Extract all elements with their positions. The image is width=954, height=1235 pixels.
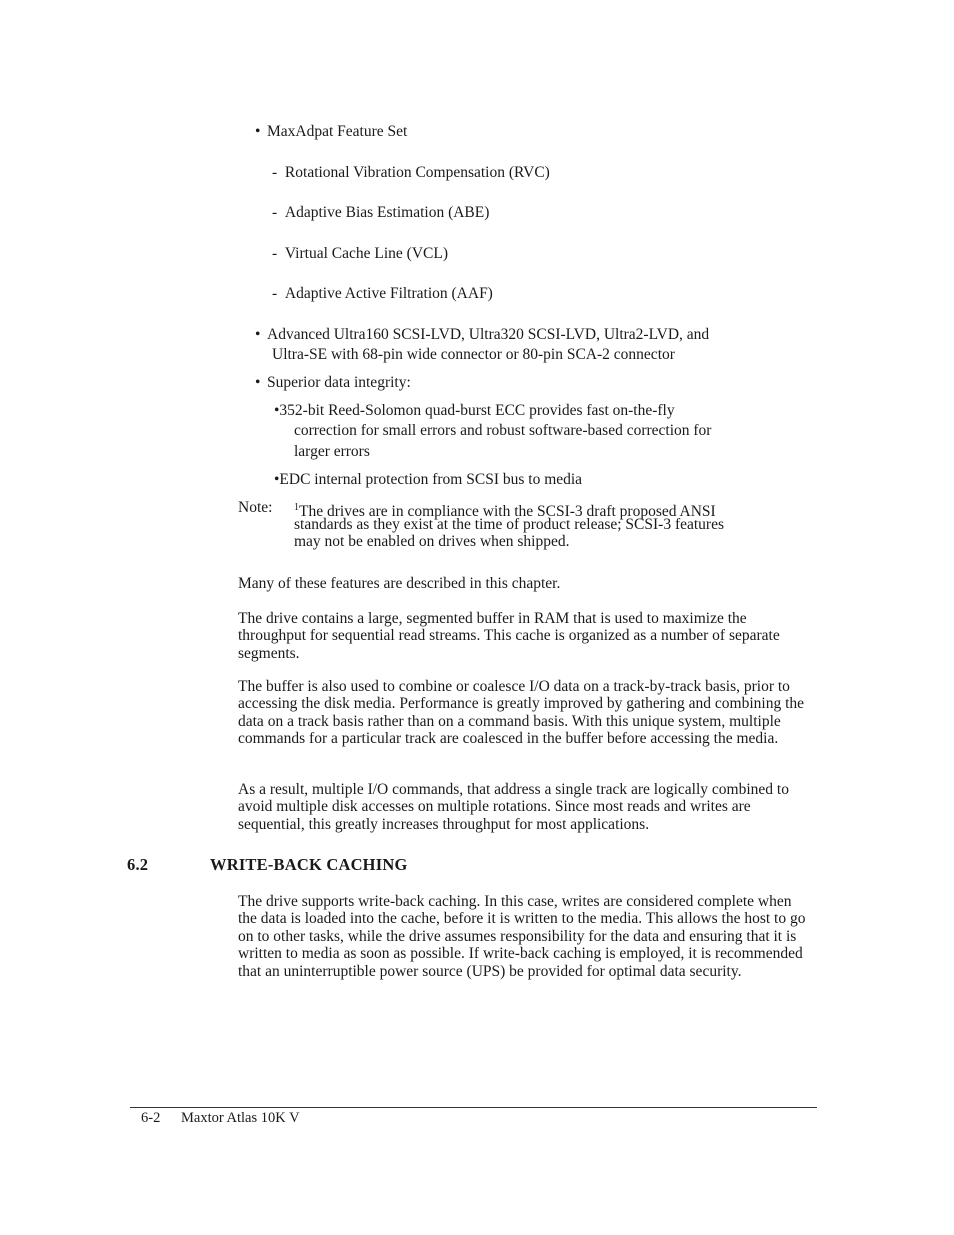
footer-page-number: 6-2 — [141, 1110, 161, 1126]
bullet-maxadapt — [255, 123, 407, 141]
sub-item-vcl — [272, 245, 448, 263]
ecc-line2: correction for small errors and robust software-based correction for — [294, 422, 712, 439]
bullet-icon: • — [255, 326, 261, 343]
bullet-integrity-text: Superior data integrity: — [267, 374, 411, 391]
paragraph-coalesce: The buffer is also used to combine or coalesce I/O data on a track-by-track basis, prior to accessing the disk media. Performance is greatly improved by gathering and combining the data on a track basis rather than on a command basis. With this unique system, multiple commands for a particular track are coalesced in the buffer before accessing the media. — [238, 678, 805, 748]
paragraph-result: As a result, multiple I/O commands, that address a single track are logically combined to avoid multiple disk accesses on multiple rotations. Since most reads and writes are sequential, this greatly increases throughput for most applications. — [238, 781, 789, 833]
sub-item-abe — [272, 204, 489, 222]
sub-item-text: Rotational Vibration Compensation (RVC) — [284, 164, 550, 181]
note-label: Note: — [238, 499, 273, 516]
section-title: WRITE-BACK CACHING — [210, 855, 408, 874]
ecc-line1: •352-bit Reed-Solomon quad-burst ECC provides fast on-the-fly — [274, 402, 675, 419]
dash-icon: - — [272, 285, 285, 302]
sub-item-aaf — [272, 285, 493, 303]
ecc-line3: larger errors — [294, 443, 370, 460]
edc-line: •EDC internal protection from SCSI bus to media — [274, 471, 583, 488]
dash-icon: - — [272, 245, 285, 262]
paragraph-features: Many of these features are described in this chapter. — [238, 575, 561, 592]
sub-item-rvc — [272, 164, 550, 182]
note-line1-text: The drives are in compliance with the SCSI-3 draft proposed ANSI — [299, 503, 716, 520]
bullet-maxadapt-text: MaxAdpat Feature Set — [267, 123, 408, 140]
footer-title: Maxtor Atlas 10K V — [181, 1110, 300, 1126]
footnote-marker: 1 — [294, 502, 299, 513]
bullet-icon: • — [255, 123, 261, 140]
bullet-interface-line1: Advanced Ultra160 SCSI-LVD, Ultra320 SCSI-LVD, Ultra2-LVD, and — [267, 326, 710, 343]
bullet-interface — [255, 326, 709, 344]
sub-item-text: Adaptive Bias Estimation (ABE) — [284, 204, 490, 221]
section-body: The drive supports write-back caching. In this case, writes are considered complete when the data is loaded into the cache, before it is written to the media. This allows the host to go on to other tasks, while the drive assumes responsibility for the data and ensuring that it is written to media as soon as possible. If write-back caching is employed, it is recommended that an uninterruptible power source (UPS) be provided for optimal data security. — [238, 893, 806, 980]
section-number: 6.2 — [127, 855, 149, 874]
bullet-interface-line2: Ultra-SE with 68-pin wide connector or 80-pin SCA-2 connector — [272, 346, 675, 363]
bullet-icon: • — [255, 374, 261, 391]
sub-item-text: Virtual Cache Line (VCL) — [284, 245, 448, 262]
dash-icon: - — [272, 164, 285, 181]
bullet-integrity — [255, 374, 411, 392]
dash-icon: - — [272, 204, 285, 221]
note-line3: may not be enabled on drives when shipped. — [294, 533, 570, 550]
note-line2: standards as they exist at the time of product release; SCSI-3 features — [294, 516, 724, 533]
footer-rule — [130, 1107, 817, 1108]
paragraph-buffer: The drive contains a large, segmented buffer in RAM that is used to maximize the throughput for sequential read streams. This cache is organized as a number of separate segments. — [238, 610, 780, 662]
sub-item-text: Adaptive Active Filtration (AAF) — [284, 285, 493, 302]
